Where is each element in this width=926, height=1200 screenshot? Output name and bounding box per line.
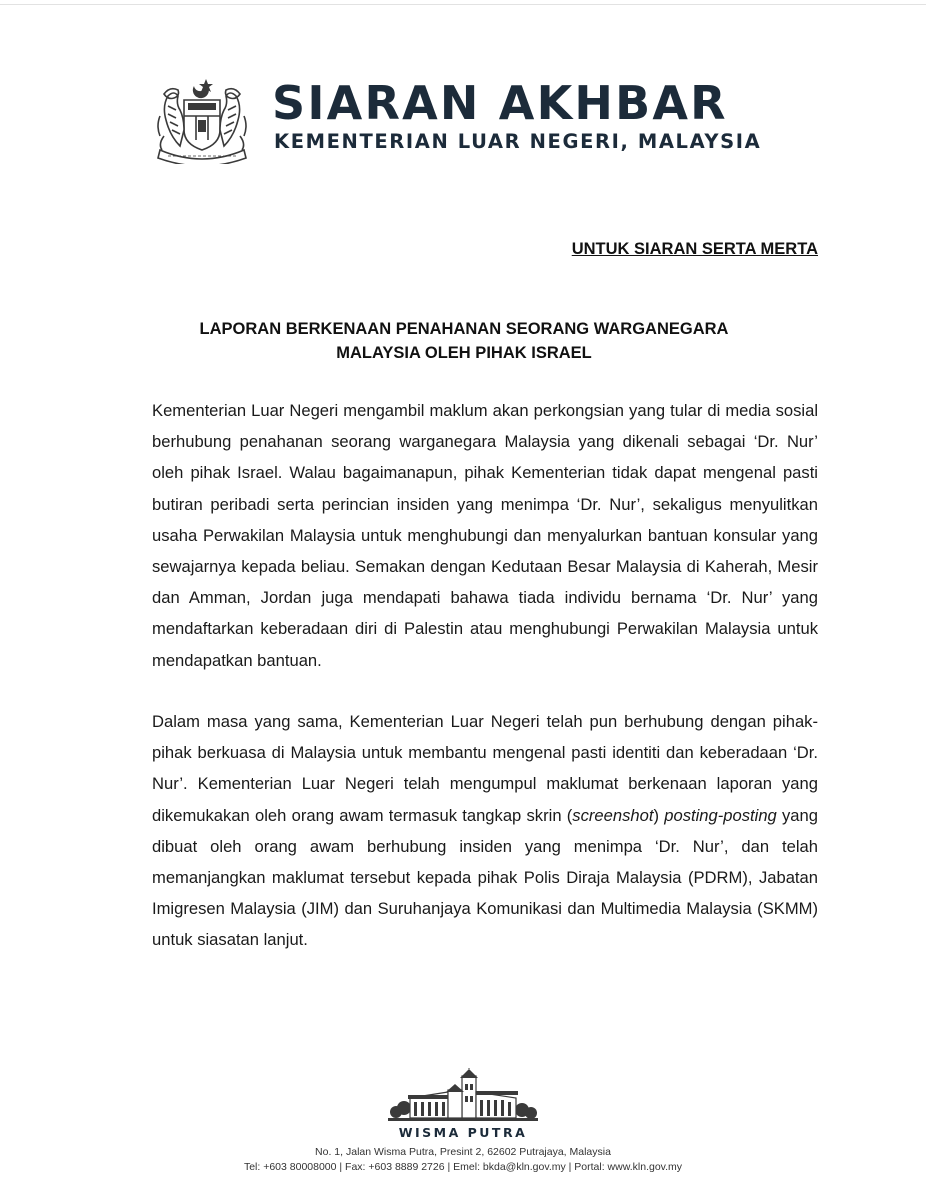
paragraph-2-text-1: Dalam masa yang sama, Kementerian Luar Negeri telah pun berhubung dengan pihak-pihak berkuasa di Malaysia untuk membantu mengenal pasti identiti dan keberadaan ‘Dr. Nur’. Kementerian Luar Negeri telah mengumpul maklumat berkenaan laporan yang dikemukakan oleh orang awam termasuk tangkap skrin ( xyxy=(152,712,818,825)
top-rule xyxy=(0,4,926,5)
footer xyxy=(230,1068,710,1178)
footer-address: No. 1, Jalan Wisma Putra, Presint 2, 62602 Putrajaya, Malaysia xyxy=(315,1146,611,1158)
headline-line-1: LAPORAN BERKENAAN PENAHANAN SEORANG WARGANEGARA xyxy=(199,320,729,338)
headline-line-2: MALAYSIA OLEH PIHAK ISRAEL xyxy=(336,344,592,362)
release-note: UNTUK SIARAN SERTA MERTA xyxy=(571,240,818,258)
press-release-header xyxy=(146,76,806,166)
paragraph-2-italic-screenshot: screenshot xyxy=(572,805,654,825)
body-paragraph-2 xyxy=(152,706,818,956)
paragraph-2-italic-posting: posting-posting xyxy=(664,805,777,825)
press-release-title: SIARAN AKHBAR xyxy=(272,76,728,130)
footer-contact-line: Tel: +603 80008000 | Fax: +603 8889 2726 | Emel: bkda@kln.gov.my | Portal: www.kln.gov.my xyxy=(243,1161,683,1173)
malaysia-coat-of-arms-icon xyxy=(146,76,258,164)
press-release-headline xyxy=(150,317,778,365)
wisma-putra-building-icon xyxy=(388,1068,538,1124)
footer-building-name: WISMA PUTRA xyxy=(398,1125,528,1140)
ministry-name: KEMENTERIAN LUAR NEGERI, MALAYSIA xyxy=(274,130,762,153)
paragraph-2-text-3: yang dibuat oleh orang awam berhubung insiden yang menimpa ‘Dr. Nur’, dan telah memanjangkan maklumat tersebut kepada pihak Polis Diraja Malaysia (PDRM), Jabatan Imigresen Malaysia (JIM) dan Suruhanjaya Komunikasi dan Multimedia Malaysia (SKMM) untuk siasatan lanjut. xyxy=(152,805,818,950)
paragraph-2-text-2: ) xyxy=(653,805,665,825)
body-paragraph-1: Kementerian Luar Negeri mengambil maklum akan perkongsian yang tular di media sosial berhubung penahanan seorang warganegara Malaysia yang dikenali sebagai ‘Dr. Nur’ oleh pihak Israel. Walau bagaimanapun, pihak Kementerian tidak dapat mengenal pasti butiran peribadi serta perincian insiden yang menimpa ‘Dr. Nur’, sekaligus menyulitkan usaha Perwakilan Malaysia untuk menghubungi dan menyalurkan bantuan konsular yang sewajarnya kepada beliau. Semakan dengan Kedutaan Besar Malaysia di Kaherah, Mesir dan Amman, Jordan juga mendapati bahawa tiada individu bernama ‘Dr. Nur’ yang mendaftarkan keberadaan diri di Palestin atau menghubungi Perwakilan Malaysia untuk mendapatkan bantuan. xyxy=(152,401,818,670)
